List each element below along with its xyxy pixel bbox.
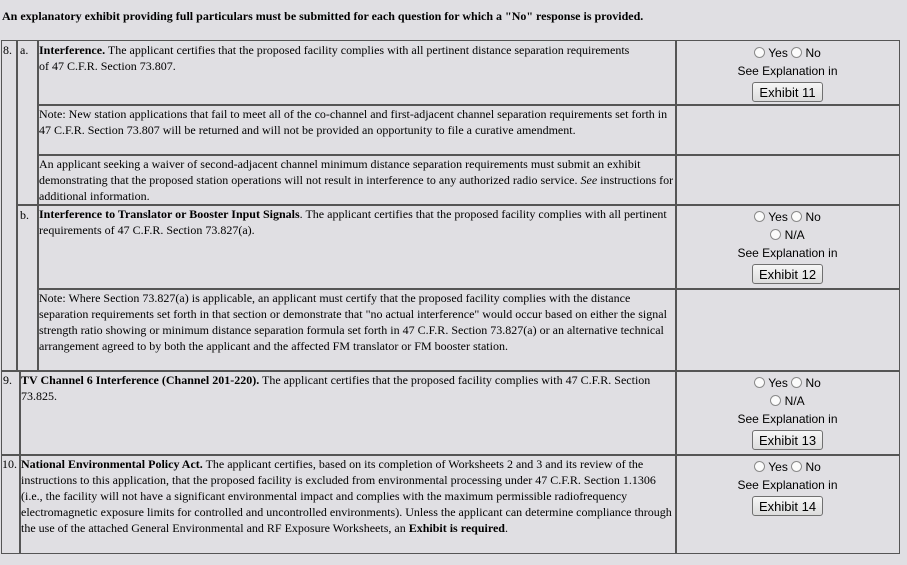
- q8b-yes-label: Yes: [768, 210, 788, 224]
- q8b-title: Interference to Translator or Booster Input Signals: [39, 207, 300, 221]
- intro-text: An explanatory exhibit providing full particulars must be submitted for each question for which a "No" response is provided.: [2, 9, 644, 23]
- q9-question-text: [21, 372, 666, 404]
- q9-number: 9.: [3, 373, 12, 387]
- q8b-note-response-cell: [676, 289, 900, 371]
- q10-question-text: [21, 456, 674, 536]
- exhibit-12-button[interactable]: Exhibit 12: [752, 264, 823, 284]
- q10-exhibit-required: Exhibit is required: [408, 521, 505, 535]
- q8b-note: Note: Where Section 73.827(a) is applicable, an applicant must certify that the proposed facility complies with the distance separation requirements set forth in that section or demonstrate that "no actual interference" would occur based on either the signal strength ratio showing or minimum distance separation formula set forth in 47 C.F.R. Section 73.827(a) or an alternative technical arrangement agreed to by both the applicant and the affected FM translator or FM booster station.: [39, 291, 667, 353]
- q8b-na-label: N/A: [784, 228, 805, 242]
- q10-yes-label: Yes: [768, 460, 788, 474]
- q8a-response: [676, 44, 899, 102]
- q8a-yes-label: Yes: [768, 46, 788, 60]
- exhibit-14-button[interactable]: Exhibit 14: [752, 496, 823, 516]
- q8a-no-label: No: [805, 46, 821, 60]
- q8b-no-label: No: [805, 210, 821, 224]
- exhibit-13-button[interactable]: Exhibit 13: [752, 430, 823, 450]
- q8b-response: [676, 208, 899, 284]
- q8a-note2-response-cell: [676, 155, 900, 205]
- q9-body: The applicant certifies that the proposed facility complies with 47 C.F.R. Section 73.825.: [21, 373, 651, 403]
- q8b-question-text: [39, 206, 675, 238]
- q8-number: 8.: [3, 43, 12, 57]
- q8a-question-text: [39, 42, 639, 74]
- q9-see-explanation: See Explanation in: [737, 412, 838, 426]
- q8a-note1: Note: New station applications that fail to meet all of the co-channel and first-adjacent channel separation requirements set forth in 47 C.F.R. Section 73.807 will be returned and will not be provided an opportunity to file a curative amendment.: [39, 107, 668, 137]
- q8a-note2-part2: instructions for additional information.: [39, 173, 674, 203]
- q9-no-label: No: [805, 376, 821, 390]
- q8a-note1-response-cell: [676, 105, 900, 155]
- q10-no-radio[interactable]: [791, 461, 802, 472]
- q8b-letter: b.: [20, 208, 29, 222]
- q9-yes-radio[interactable]: [754, 377, 765, 388]
- q9-na-label: N/A: [784, 394, 805, 408]
- q10-yes-radio[interactable]: [754, 461, 765, 472]
- q8a-see-explanation: See Explanation in: [737, 64, 838, 78]
- q10-body: The applicant certifies, based on its completion of Worksheets 2 and 3 and its review of the instructions to this application, that the proposed facility is excluded from environmental processing under 47 C.F.R. Section 1.1306 (i.e., the facility will not have a significant environmental impact and complies with the maximum permissible radiofrequency electromagnetic exposure limits for controlled and uncontrolled environments). Unless the applicant can determine compliance through the use of the attached General Environmental and RF Exposure Worksheets, an: [21, 457, 672, 535]
- q9-no-radio[interactable]: [791, 377, 802, 388]
- q8a-note2: [39, 156, 675, 204]
- q10-end: .: [504, 521, 508, 535]
- q10-see-explanation: See Explanation in: [737, 478, 838, 492]
- q10-response: [676, 458, 899, 516]
- q9-yes-label: Yes: [768, 376, 788, 390]
- q10-no-label: No: [805, 460, 821, 474]
- q8b-body: . The applicant certifies that the proposed facility complies with all pertinent requirements of 47 C.F.R. Section 73.827(a).: [39, 207, 667, 237]
- q9-title: TV Channel 6 Interference (Channel 201-220).: [21, 373, 260, 387]
- q8a-title: Interference.: [39, 43, 106, 57]
- q8a-letter: a.: [20, 43, 29, 57]
- q8b-see-explanation: See Explanation in: [737, 246, 838, 260]
- q10-title: National Environmental Policy Act.: [21, 457, 203, 471]
- q8a-body: The applicant certifies that the proposed facility complies with all pertinent distance separation requirements of 47 C.F.R. Section 73.807.: [39, 43, 630, 73]
- exhibit-11-button[interactable]: Exhibit 11: [752, 82, 822, 102]
- q9-na-radio[interactable]: [770, 395, 781, 406]
- q8a-letter-cell: [17, 40, 38, 205]
- q8b-letter-cell: [17, 205, 38, 371]
- q8a-no-radio[interactable]: [791, 47, 802, 58]
- q8a-note2-see: See: [580, 173, 598, 187]
- q8b-na-radio[interactable]: [770, 229, 781, 240]
- q8a-yes-radio[interactable]: [754, 47, 765, 58]
- q8-number-cell: [1, 40, 17, 371]
- q8b-no-radio[interactable]: [791, 211, 802, 222]
- q8b-yes-radio[interactable]: [754, 211, 765, 222]
- q10-number: 10.: [2, 457, 17, 471]
- q8a-note2-part1: An applicant seeking a waiver of second-adjacent channel minimum distance separation requirements must submit an exhibit demonstrating that the proposed station operations will not result in interference to any authorized radio service.: [39, 157, 641, 187]
- q9-response: [676, 374, 899, 450]
